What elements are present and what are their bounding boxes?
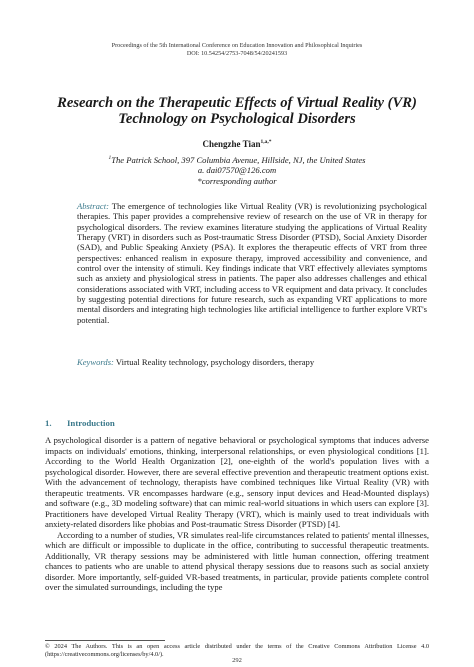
keywords-label: Keywords: xyxy=(77,357,114,367)
abstract-label: Abstract: xyxy=(77,201,109,211)
keywords-text: Virtual Reality technology, psychology disorders, therapy xyxy=(115,357,315,367)
affiliation-block xyxy=(0,153,474,186)
section-number: 1. xyxy=(45,418,52,428)
paper-title xyxy=(30,95,444,127)
affiliation-email: a. dai07570@126.com xyxy=(197,165,277,176)
paper-title-line-2: Technology on Psychological Disorders xyxy=(118,111,356,127)
section-title: Introduction xyxy=(67,418,115,428)
abstract-text: The emergence of technologies like Virtual Reality (VR) is revolutionizing psychological therapies. This paper provides a comprehensive review of research on the use of VR in therapy for psychological disorders. The review examines literature studying the applications of Virtual Reality Therapy (VRT) in disorders such as Post-traumatic Stress Disorder (PTSD), Social Anxiety Disorder (SAD), and Public Speaking Anxiety (PSA). It explores the therapeutic effects of VRT from three perspectives: enhanced realism in exposure therapy, improved accessibility and convenience, and control over the intensity of stimuli. Key findings indicate that VRT effectively alleviates symptoms such as anxiety and physiological stress in patients. The paper also addresses challenges and ethical considerations associated with VRT, including access to VR equipment and data privacy. It concludes by suggesting potential directions for future research, such as expanding VRT applications to more mental disorders and integrating high technologies like artificial intelligence to further explore VRT's potential. xyxy=(77,201,427,325)
page-number: 292 xyxy=(232,657,242,664)
author-line xyxy=(0,139,474,149)
running-header-doi: DOI: 10.54254/2753-7048/54/20241593 xyxy=(186,50,288,57)
running-header-conference: Proceedings of the 5th International Conference on Education Innovation and Philosophical Inquiries xyxy=(111,42,363,49)
keywords xyxy=(77,357,427,367)
affiliation-address-line xyxy=(0,153,474,165)
section-heading xyxy=(45,418,115,428)
author-name: Chengzhe Tian xyxy=(202,139,261,149)
paper-title-line-1: Research on the Therapeutic Effects of Virtual Reality (VR) xyxy=(57,95,417,111)
author-superscript: 1,a,* xyxy=(260,139,272,145)
license-footnote: © 2024 The Authors. This is an open access article distributed under the terms of the Creative Commons Attribution License 4.0 (https://creativecommons.org/licenses/by/4.0/). xyxy=(45,643,429,658)
affiliation-address: The Patrick School, 397 Columbia Avenue, Hillside, NJ, the United States xyxy=(111,154,366,165)
abstract xyxy=(77,201,427,325)
body-paragraph-1: A psychological disorder is a pattern of negative behavioral or psychological symptoms that induces adverse impacts on individuals' emotions, thinking, interpersonal relationships, or even physiological conditions [1]. According to the World Health Organization [2], one-eighth of the world's population lives with a psychological disorder. However, there are several effective prevention and therapeutic treatment options exist. With the advancement of technology, therapists have combined techniques like Virtual Reality (VR) with therapeutic treatments. VR encompasses hardware (e.g., sensory input devices and Head-Mounted displays) and software (e.g., 3D modeling software) that can mimic real-world situations in which users can explore [3]. Practitioners have developed Virtual Reality Therapy (VRT), which is mainly used to treat individuals with anxiety-related disorders like phobias and Post-traumatic Stress Disorder (PTSD) [4]. xyxy=(45,435,429,529)
footnote-divider xyxy=(45,640,165,641)
body-paragraph-2: According to a number of studies, VR simulates real-life circumstances related to patients' mental illnesses, which are difficult or impossible to duplicate in the office, contributing to successful therapeutic treatments. Additionally, VR therapy sessions may be administered with little human connection, offering treatment chances to patients who are unable to attend physical therapy sessions due to reasons such as social anxiety disorder. More importantly, self-guided VR-based treatments, in particular, provide patients complete control over the simulated surroundings, including the type xyxy=(45,529,429,592)
affiliation-superscript: 1 xyxy=(108,155,112,161)
corresponding-author-note: *corresponding author xyxy=(197,175,277,186)
body-text xyxy=(45,435,429,593)
